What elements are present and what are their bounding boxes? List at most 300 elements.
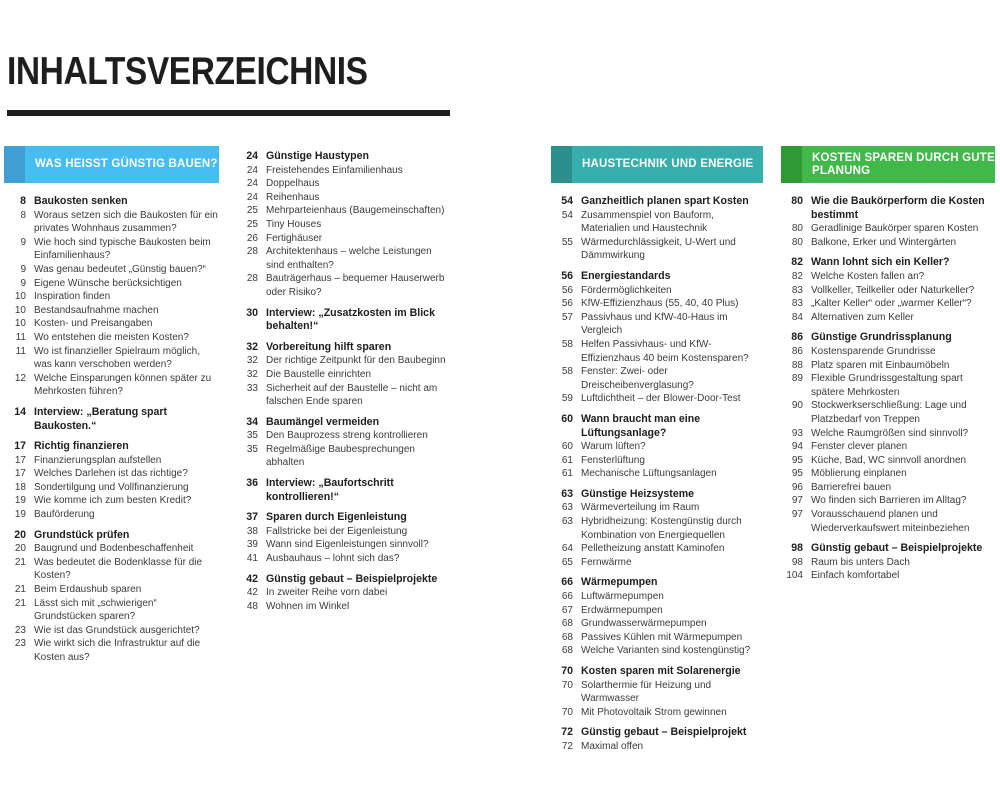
toc-entry[interactable] [4, 624, 219, 638]
page-number: 21 [14, 556, 26, 568]
entry-title: Wohnen im Winkel [266, 600, 350, 612]
toc-entry[interactable] [236, 232, 446, 246]
toc-chapter-entry[interactable] [236, 416, 446, 430]
entry-title: Welche Raumgrößen sind sinnvoll? [811, 427, 969, 439]
toc-chapter [551, 413, 763, 481]
entry-title: Architektenhaus – welche Leistungen sind enthalten? [266, 246, 432, 271]
page-number: 18 [14, 481, 26, 493]
toc-entry[interactable] [551, 365, 763, 392]
page-number: 10 [14, 304, 26, 316]
entry-title: Ausbauhaus – lohnt sich das? [266, 553, 400, 565]
chapter-title: Kosten sparen mit Solarenergie [581, 665, 741, 677]
entry-title: Wo finden sich Barrieren im Alltag? [811, 495, 967, 507]
toc-chapter-entry[interactable] [551, 195, 763, 209]
toc-entry[interactable] [4, 556, 219, 583]
entry-title: Welche Varianten sind kostengünstig? [581, 645, 751, 657]
page-number: 86 [791, 345, 803, 357]
chapter-title: Grundstück prüfen [34, 528, 130, 541]
entry-title: Bauförderung [34, 509, 95, 521]
toc-entry[interactable] [551, 338, 763, 365]
toc-entry[interactable] [781, 345, 995, 359]
page-number: 8 [20, 209, 26, 221]
entry-title: „Kalter Keller“ oder „warmer Keller“? [811, 298, 972, 310]
page-number: 24 [246, 164, 258, 176]
entry-title: Finanzierungsplan aufstellen [34, 454, 162, 466]
page-number: 104 [786, 570, 803, 582]
entry-title: Hybridheizung: Kostengünstig durch Kombination von Energiequellen [581, 516, 742, 541]
toc-entry[interactable] [236, 191, 446, 205]
page-number: 72 [561, 740, 573, 752]
page-number: 86 [791, 331, 803, 344]
page-number: 80 [791, 223, 803, 235]
toc-entry[interactable] [781, 399, 995, 426]
page-number: 82 [791, 270, 803, 282]
page-number: 61 [561, 454, 573, 466]
entry-title: Stockwerkserschließung: Lage und Platzbedarf von Treppen [811, 400, 967, 425]
page-number: 70 [561, 679, 573, 691]
toc-entry[interactable] [551, 440, 763, 454]
chapter-title: Vorbereitung hilft sparen [266, 340, 392, 353]
toc-chapter-entry[interactable] [236, 477, 446, 504]
entry-title: Helfen Passivhaus- und KfW- Effizienzhaus 40 beim Kostensparen? [581, 338, 749, 364]
toc-entry[interactable] [551, 542, 763, 556]
page-number: 84 [791, 311, 803, 323]
page-title: INHALTSVERZEICHNIS [7, 50, 368, 93]
chapter-title: Interview: „Beratung spart Baukosten.“ [34, 405, 168, 432]
page-number: 35 [246, 443, 258, 455]
page-number: 98 [791, 542, 803, 555]
header-accent-stripe [551, 146, 572, 183]
toc-entry[interactable] [781, 481, 995, 495]
page-number: 70 [561, 706, 573, 718]
chapter-title: Ganzheitlich planen spart Kosten [581, 195, 749, 207]
page-number: 32 [246, 368, 258, 380]
page-number: 63 [561, 516, 573, 528]
toc-chapter-entry[interactable] [4, 440, 219, 454]
toc-entry[interactable] [236, 538, 446, 552]
toc-entry[interactable] [781, 494, 995, 508]
entry-title: Den Bauprozess streng kontrollieren [266, 430, 428, 442]
toc-entry[interactable] [551, 515, 763, 542]
toc-chapter-entry[interactable] [236, 150, 446, 164]
entry-title: Passivhaus und KfW-40-Haus im Vergleich [581, 311, 728, 337]
page-number: 54 [561, 195, 573, 207]
toc-entry[interactable] [4, 467, 219, 481]
entry-title: Wärmedurchlässigkeit, U-Wert und Dämmwirkung [581, 236, 736, 262]
page-number: 19 [14, 495, 26, 507]
page-number: 25 [246, 218, 258, 230]
chapter-title: Günstig gebaut – Beispielprojekte [266, 572, 438, 585]
toc-entry[interactable] [236, 429, 446, 443]
toc-chapter-entry[interactable] [551, 576, 763, 590]
toc-chapter [551, 726, 763, 753]
page-number: 65 [561, 556, 573, 568]
entry-title: Welche Einsparungen können später zu Mehrkosten führen? [34, 372, 212, 398]
chapter-title: Energiestandards [581, 269, 671, 282]
toc-entry[interactable] [4, 236, 219, 263]
toc-entry[interactable] [551, 311, 763, 338]
entry-title: Sicherheit auf der Baustelle – nicht am falschen Ende sparen [266, 382, 438, 408]
page-number: 21 [14, 584, 26, 596]
entry-title: Vorausschauend planen und Wiederverkaufswert miteinbeziehen [811, 509, 970, 534]
toc-chapter [4, 529, 219, 665]
entry-title: Kostensparende Grundrisse [811, 345, 936, 357]
entry-title: Kosten- und Preisangaben [34, 318, 153, 330]
toc-entry[interactable] [236, 218, 446, 232]
entry-title: Mehrparteienhaus (Baugemeinschaften) [266, 205, 445, 217]
entry-title: Passives Kühlen mit Wärmepumpen [581, 631, 743, 643]
entry-title: Fenster: Zwei- oder Dreischeibenverglasung? [581, 366, 694, 391]
toc-entry[interactable] [236, 443, 446, 470]
toc-entry[interactable] [551, 297, 763, 311]
chapter-title: Baumängel vermeiden [266, 415, 380, 428]
entry-title: Freistehendes Einfamilienhaus [266, 164, 403, 176]
entry-title: Bauträgerhaus – bequemer Hauserwerb oder Risiko? [266, 273, 445, 298]
toc-chapter [781, 256, 995, 324]
toc-chapter-entry[interactable] [551, 665, 763, 679]
page-number: 55 [561, 236, 573, 248]
title-underline [7, 110, 450, 116]
entry-title: Fernwärme [581, 556, 632, 568]
toc-entry[interactable] [236, 204, 446, 218]
toc-entry[interactable] [236, 164, 446, 178]
toc-entry[interactable] [236, 600, 446, 614]
toc-chapter-entry[interactable] [551, 488, 763, 502]
page-number: 9 [20, 263, 26, 275]
page-number: 9 [20, 277, 26, 289]
page-number: 56 [561, 269, 573, 282]
page-number: 63 [561, 502, 573, 514]
page-number: 12 [14, 372, 26, 384]
toc-chapter [4, 440, 219, 522]
entry-title: Vollkeller, Teilkeller oder Naturkeller? [811, 284, 975, 296]
toc-chapter [551, 270, 763, 406]
entry-title: Beim Erdaushub sparen [34, 584, 142, 596]
page-number: 23 [14, 624, 26, 636]
toc-entry[interactable] [236, 382, 446, 409]
entry-title: Warum lüften? [581, 441, 646, 453]
entry-title: Flexible Grundrissgestaltung spart spätere Mehrkosten [811, 373, 963, 398]
toc-chapter-entry[interactable] [781, 331, 995, 345]
toc-entry[interactable] [4, 209, 219, 236]
section-header-label: KOSTEN SPAREN DURCH GUTE PLANUNG [812, 151, 995, 177]
toc-entry[interactable] [781, 427, 995, 441]
page-number: 11 [15, 331, 26, 343]
page-number: 24 [246, 191, 258, 203]
toc-entry[interactable] [551, 740, 763, 754]
toc-entry[interactable] [781, 569, 995, 583]
page-number: 80 [791, 195, 803, 207]
page-number: 83 [791, 298, 803, 310]
toc-entry[interactable] [4, 481, 219, 495]
toc-entry[interactable] [781, 508, 995, 535]
toc-chapter-entry[interactable] [4, 406, 219, 433]
entry-title: Fensterlüftung [581, 454, 645, 466]
page-number: 25 [246, 205, 258, 217]
toc-column-2 [236, 150, 446, 620]
toc-entry[interactable] [4, 277, 219, 291]
entry-title: Regelmäßige Baubesprechungen abhalten [266, 443, 415, 469]
chapter-title: Wie die Baukörperform die Kosten bestimmt [811, 195, 985, 221]
page-number: 19 [14, 509, 26, 521]
entry-title: Küche, Bad, WC sinnvoll anordnen [811, 454, 967, 466]
chapter-title: Günstig gebaut – Beispielprojekt [581, 726, 747, 739]
entry-title: Welches Darlehen ist das richtige? [34, 468, 188, 480]
page-number: 80 [791, 236, 803, 248]
toc-entry[interactable] [551, 644, 763, 658]
entry-title: Woraus setzen sich die Baukosten für ein privates Wohnhaus zusammen? [34, 209, 218, 235]
entry-title: Solarthermie für Heizung und Warmwasser [581, 679, 712, 705]
page-number: 21 [14, 597, 26, 609]
toc-chapter-entry[interactable] [4, 195, 219, 209]
toc-entry[interactable] [4, 290, 219, 304]
toc-chapter [551, 195, 763, 263]
toc-chapter-entry[interactable] [551, 726, 763, 740]
page-number: 63 [561, 487, 573, 500]
page-number: 36 [246, 477, 258, 490]
page-number: 10 [14, 291, 26, 303]
chapter-title: Interview: „Baufortschritt kontrollieren!“ [266, 477, 394, 503]
toc-entry[interactable] [551, 590, 763, 604]
toc-entry[interactable] [781, 454, 995, 468]
chapter-title: Wann braucht man eine Lüftungsanlage? [581, 412, 701, 439]
toc-chapter-entry[interactable] [551, 413, 763, 440]
page-number: 82 [791, 256, 803, 269]
page-number: 98 [791, 556, 803, 568]
page-number: 37 [246, 511, 258, 524]
toc-chapter [236, 150, 446, 300]
toc-chapter [236, 573, 446, 614]
entry-title: Alternativen zum Keller [811, 311, 914, 323]
page-number: 66 [561, 576, 573, 589]
page-number: 88 [791, 359, 803, 371]
toc-entry[interactable] [551, 631, 763, 645]
toc-entry[interactable] [4, 263, 219, 277]
toc-entry[interactable] [551, 556, 763, 570]
page-number: 42 [246, 572, 258, 585]
page-number: 32 [246, 355, 258, 367]
page-number: 9 [20, 236, 26, 248]
page-number: 68 [561, 631, 573, 643]
toc-entry[interactable] [4, 597, 219, 624]
page-number: 10 [14, 318, 26, 330]
toc-chapter-entry[interactable] [781, 256, 995, 270]
toc-entry[interactable] [781, 467, 995, 481]
chapter-title: Günstig gebaut – Beispielprojekte [811, 542, 983, 555]
page-number: 68 [561, 618, 573, 630]
entry-title: Reihenhaus [266, 191, 320, 203]
toc-chapter [236, 477, 446, 504]
toc-entry[interactable] [551, 617, 763, 631]
chapter-title: Interview: „Zusatzkosten im Blick behalten!“ [266, 306, 435, 333]
toc-entry[interactable] [236, 586, 446, 600]
toc-chapter [551, 576, 763, 658]
page-number: 89 [791, 373, 803, 385]
entry-title: Die Baustelle einrichten [266, 368, 372, 380]
toc-entry[interactable] [4, 637, 219, 664]
entry-title: Wie ist das Grundstück ausgerichtet? [34, 624, 200, 636]
entry-title: Fenster clever planen [811, 441, 908, 453]
toc-entry[interactable] [551, 604, 763, 618]
page-number: 42 [246, 587, 258, 599]
page-number: 60 [561, 441, 573, 453]
page-number: 39 [246, 539, 258, 551]
toc-entry[interactable] [4, 304, 219, 318]
chapter-title: Günstige Heizsysteme [581, 487, 695, 500]
toc-entry[interactable] [4, 494, 219, 508]
chapter-title: Richtig finanzieren [34, 440, 129, 453]
page-number: 96 [791, 481, 803, 493]
toc-chapter [236, 416, 446, 470]
toc-entry[interactable] [4, 317, 219, 331]
toc-chapter-entry[interactable] [236, 573, 446, 587]
toc-chapter [4, 406, 219, 433]
toc-entry[interactable] [551, 209, 763, 236]
toc-entry[interactable] [236, 177, 446, 191]
toc-chapter-entry[interactable] [551, 270, 763, 284]
page-number: 35 [246, 430, 258, 442]
entry-title: Wann sind Eigenleistungen sinnvoll? [266, 539, 429, 551]
toc-entry[interactable] [551, 467, 763, 481]
entry-title: Fallstricke bei der Eigenleistung [266, 525, 408, 537]
entry-title: Platz sparen mit Einbaumöbeln [811, 359, 950, 371]
entry-title: Baugrund und Bodenbeschaffenheit [34, 543, 194, 555]
toc-chapter-entry[interactable] [236, 511, 446, 525]
page-number: 56 [561, 284, 573, 296]
entry-title: Fertighäuser [266, 232, 323, 244]
toc-entry[interactable] [781, 372, 995, 399]
page-number: 32 [246, 340, 258, 353]
toc-entry[interactable] [781, 440, 995, 454]
toc-entry[interactable] [236, 245, 446, 272]
toc-column-1 [4, 146, 219, 672]
toc-chapter [4, 195, 219, 399]
page-number: 23 [14, 638, 26, 650]
chapter-title: Günstige Grundrissplanung [811, 331, 952, 344]
page-number: 57 [561, 311, 573, 323]
toc-entry[interactable] [551, 679, 763, 706]
page-number: 33 [246, 382, 258, 394]
toc-entry[interactable] [781, 297, 995, 311]
entry-title: KfW-Effizienzhaus (55, 40, 40 Plus) [581, 298, 739, 310]
toc-entry[interactable] [781, 359, 995, 373]
toc-entry[interactable] [551, 454, 763, 468]
toc-entry[interactable] [551, 236, 763, 263]
entry-title: Was bedeutet die Bodenklasse für die Kosten? [34, 556, 203, 582]
header-accent-stripe [4, 146, 25, 183]
entry-title: Bestandsaufnahme machen [34, 304, 159, 316]
toc-entry[interactable] [236, 368, 446, 382]
entry-title: Tiny Houses [266, 218, 322, 230]
toc-entry[interactable] [4, 345, 219, 372]
toc-entry[interactable] [781, 270, 995, 284]
toc-entry[interactable] [4, 583, 219, 597]
section-header [551, 146, 763, 183]
toc-entry[interactable] [781, 222, 995, 236]
chapter-title: Wärmepumpen [581, 576, 658, 589]
entry-title: Fördermöglichkeiten [581, 284, 672, 296]
entry-title: Geradlinige Baukörper sparen Kosten [811, 223, 979, 235]
entry-title: Einfach komfortabel [811, 570, 900, 582]
toc-column-3 [551, 146, 763, 761]
entry-title: Grundwasserwärmepumpen [581, 618, 707, 630]
toc-chapter-entry[interactable] [4, 529, 219, 543]
toc-chapter-entry[interactable] [236, 307, 446, 334]
page-number: 8 [20, 195, 26, 207]
entry-title: Luftwärmepumpen [581, 591, 664, 603]
toc-entry[interactable] [551, 392, 763, 406]
page-number: 66 [561, 591, 573, 603]
toc-entry[interactable] [236, 354, 446, 368]
toc-entry[interactable] [551, 284, 763, 298]
entry-title: Möblierung einplanen [811, 468, 907, 480]
toc-chapter-entry[interactable] [236, 341, 446, 355]
header-accent-stripe [781, 146, 802, 183]
toc-entry[interactable] [551, 706, 763, 720]
page-number: 64 [561, 543, 573, 555]
toc-entry[interactable] [551, 501, 763, 515]
entry-title: Welche Kosten fallen an? [811, 270, 925, 282]
section-header-label: WAS HEISST GÜNSTIG BAUEN? [35, 158, 218, 170]
entry-title: Wie wirkt sich die Infrastruktur auf die Kosten aus? [34, 638, 201, 663]
toc-entry[interactable] [4, 331, 219, 345]
toc-entry[interactable] [4, 508, 219, 522]
page-number: 28 [246, 246, 258, 258]
page-number: 97 [791, 509, 803, 521]
page-number: 26 [246, 232, 258, 244]
page-number: 38 [246, 525, 258, 537]
toc-entry[interactable] [781, 236, 995, 250]
entry-title: Mit Photovoltaik Strom gewinnen [581, 706, 727, 718]
entry-title: Luftdichtheit – der Blower-Door-Test [581, 393, 741, 405]
page-number: 60 [561, 412, 573, 425]
section-header [4, 146, 219, 183]
toc-entry[interactable] [781, 284, 995, 298]
toc-chapter [236, 341, 446, 409]
toc-entry[interactable] [4, 372, 219, 399]
page-number: 24 [246, 150, 258, 162]
page-number: 20 [14, 528, 26, 541]
page-number: 70 [561, 665, 573, 677]
entry-title: Zusammenspiel von Bauform, Materialien und Haustechnik [581, 209, 714, 235]
entry-title: Eigene Wünsche berücksichtigen [34, 277, 182, 289]
page-number: 67 [561, 604, 573, 616]
toc-entry[interactable] [781, 311, 995, 325]
toc-entry[interactable] [781, 556, 995, 570]
page-number: 30 [246, 306, 258, 319]
toc-chapter [781, 195, 995, 249]
entry-title: Balkone, Erker und Wintergärten [811, 236, 957, 248]
page-number: 58 [561, 338, 573, 350]
page-number: 68 [561, 645, 573, 657]
entry-title: Maximal offen [581, 740, 644, 752]
entry-title: Erdwärmepumpen [581, 604, 663, 616]
entry-title: Der richtige Zeitpunkt für den Baubeginn [266, 355, 446, 367]
page-number: 94 [791, 441, 803, 453]
page-number: 28 [246, 273, 258, 285]
page-number: 20 [14, 543, 26, 555]
toc-chapter-entry[interactable] [781, 542, 995, 556]
toc-entry[interactable] [236, 525, 446, 539]
entry-title: Sondertilgung und Vollfinanzierung [34, 481, 189, 493]
toc-entry[interactable] [236, 272, 446, 299]
toc-entry[interactable] [4, 542, 219, 556]
toc-entry[interactable] [4, 454, 219, 468]
page-number: 14 [14, 405, 26, 418]
toc-chapter-entry[interactable] [781, 195, 995, 222]
toc-entry[interactable] [236, 552, 446, 566]
page-number: 56 [561, 298, 573, 310]
